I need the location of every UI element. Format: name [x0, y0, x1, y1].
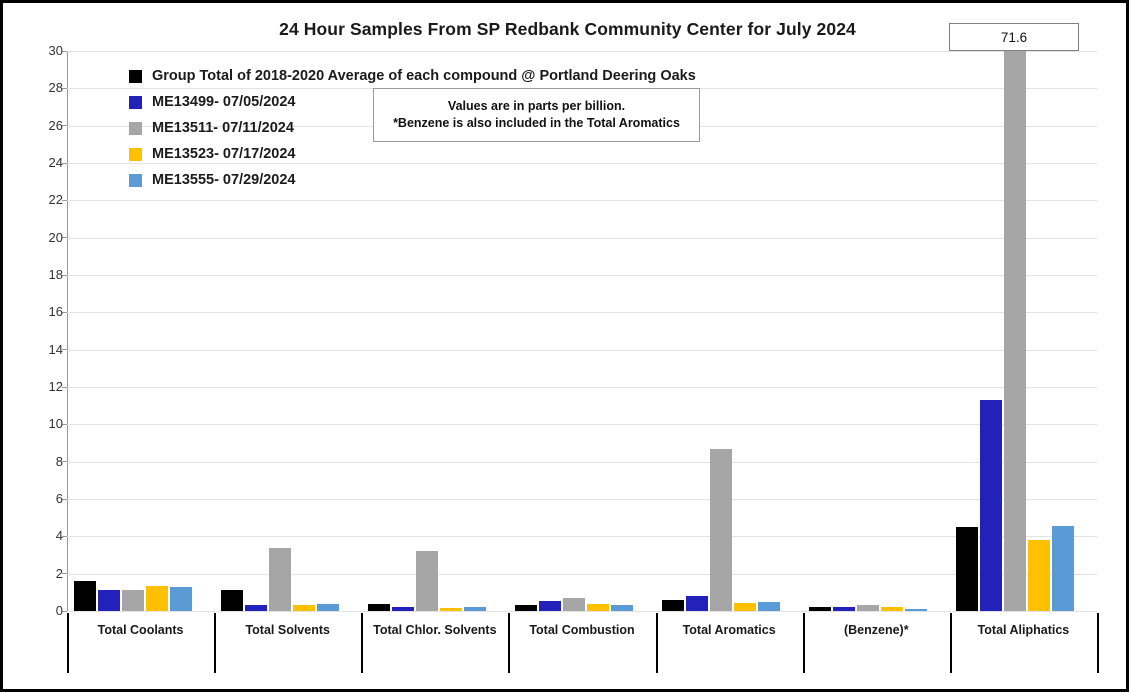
- y-axis-tick-label: 8: [55, 453, 63, 469]
- y-axis-tick-label: 22: [48, 192, 63, 208]
- note-line-1: Values are in parts per billion.: [447, 99, 626, 113]
- legend-label: ME13555- 07/29/2024: [152, 172, 296, 188]
- bar: [269, 548, 291, 611]
- group-separator: [1097, 613, 1099, 673]
- bar: [392, 607, 414, 611]
- y-axis-tick-label: 16: [48, 304, 63, 320]
- y-axis-tick-label: 24: [48, 155, 63, 170]
- y-axis-tick-label: 0: [55, 603, 63, 618]
- bar-group: [950, 51, 1097, 637]
- note-box: [373, 88, 700, 142]
- y-axis-tick-label: 18: [48, 267, 63, 282]
- bar: [98, 590, 120, 611]
- y-axis-tick-label: 28: [48, 80, 63, 96]
- bar: [758, 602, 780, 611]
- group-separator: [67, 613, 69, 673]
- y-axis-tick-label: 6: [55, 491, 63, 506]
- legend-label: ME13523- 07/17/2024: [152, 146, 296, 162]
- bar: [416, 551, 438, 611]
- bar: [710, 449, 732, 611]
- x-axis-category-label: Total Aromatics: [682, 623, 776, 637]
- group-separator: [508, 613, 510, 673]
- group-separator: [656, 613, 658, 673]
- y-axis-tick-label: 26: [48, 117, 63, 133]
- bar: [440, 608, 462, 611]
- bar: [611, 605, 633, 611]
- bar: [146, 586, 168, 611]
- bar: [1004, 51, 1026, 611]
- bar: [293, 605, 315, 611]
- legend-item[interactable]: [129, 141, 696, 167]
- bar: [686, 596, 708, 611]
- bar: [464, 607, 486, 611]
- y-axis-tick-label: 2: [55, 565, 63, 581]
- y-axis-tick-label: 14: [48, 341, 63, 357]
- chart-title: 24 Hour Samples From SP Redbank Community Center for July 2024: [279, 19, 856, 39]
- bar: [368, 604, 390, 611]
- bar: [881, 607, 903, 611]
- bar: [515, 605, 537, 611]
- bar: [833, 607, 855, 611]
- x-axis-category-label: Total Solvents: [245, 623, 330, 637]
- legend-label: ME13499- 07/05/2024: [152, 94, 296, 110]
- y-axis-tick-label: 12: [48, 379, 63, 394]
- y-axis-tick-label: 30: [48, 43, 63, 58]
- bar: [857, 605, 879, 611]
- legend-color-swatch: [129, 96, 142, 109]
- bar: [539, 601, 561, 611]
- bar: [1052, 526, 1074, 611]
- group-separator: [803, 613, 805, 673]
- bar: [122, 590, 144, 611]
- legend-color-swatch: [129, 70, 142, 83]
- y-axis-tick-label: 4: [55, 528, 63, 544]
- gridline: [67, 611, 1097, 612]
- bar-group: [803, 51, 950, 637]
- bar: [662, 600, 684, 611]
- bar: [1028, 540, 1050, 611]
- group-separator: [950, 613, 952, 673]
- x-axis-category-label: Total Coolants: [97, 623, 184, 637]
- bar-cluster: [809, 51, 927, 611]
- x-axis-category-label: Total Aliphatics: [977, 623, 1070, 637]
- note-line-2: *Benzene is also included in the Total Aromatics: [393, 116, 680, 130]
- bar-cluster: [956, 51, 1074, 611]
- legend-color-swatch: [129, 148, 142, 161]
- y-axis-tick-label: 20: [48, 229, 63, 245]
- legend-color-swatch: [129, 122, 142, 135]
- bar: [809, 607, 831, 611]
- bar: [74, 581, 96, 611]
- legend-label: Group Total of 2018-2020 Average of each compound @ Portland Deering Oaks: [152, 68, 696, 84]
- legend-label: ME13511- 07/11/2024: [152, 120, 294, 136]
- bar: [905, 609, 927, 611]
- bar: [734, 603, 756, 611]
- bar: [587, 604, 609, 611]
- y-axis-tick-label: 10: [48, 416, 63, 432]
- bar: [245, 605, 267, 611]
- x-axis-category-label: (Benzene)*: [843, 623, 909, 637]
- bar: [956, 527, 978, 611]
- legend-item[interactable]: [129, 167, 696, 193]
- group-separator: [214, 613, 216, 673]
- bar: [317, 604, 339, 611]
- group-separator: [361, 613, 363, 673]
- bar: [221, 590, 243, 611]
- x-axis-category-label: Total Combustion: [529, 623, 635, 637]
- x-axis-category-label: Total Chlor. Solvents: [373, 623, 497, 637]
- bar: [563, 598, 585, 611]
- bar: [170, 587, 192, 611]
- bar: [980, 400, 1002, 611]
- overflow-value-label: 71.6: [949, 23, 1079, 51]
- legend-item[interactable]: [129, 63, 696, 89]
- legend-color-swatch: [129, 174, 142, 187]
